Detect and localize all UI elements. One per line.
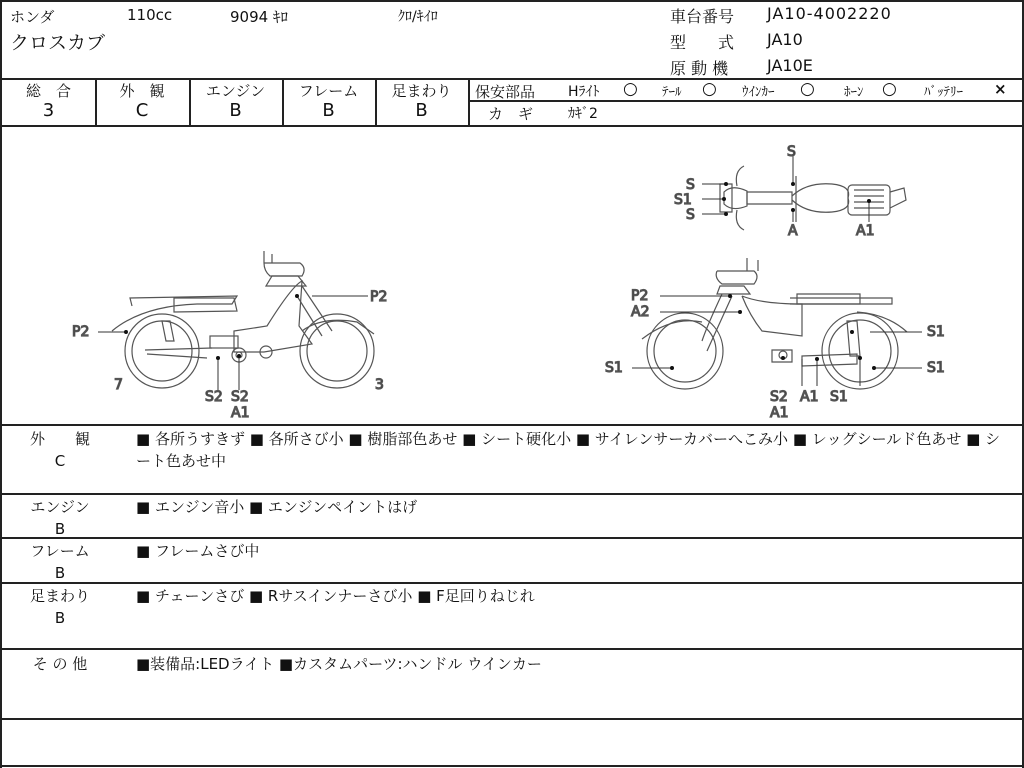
top-border xyxy=(2,0,1022,2)
type-label: 型 式 xyxy=(670,33,735,52)
key-label: カ ギ xyxy=(488,105,534,123)
winker-status: ○ xyxy=(800,79,815,99)
mark-right-s2: S2 xyxy=(770,389,788,405)
headlight-status: ○ xyxy=(623,79,638,99)
grade-frame: B xyxy=(322,100,335,121)
remark-engine-text: ■ エンジン音小 ■ エンジンペイントはげ xyxy=(136,498,418,516)
remark-other-text: ■装備品:LEDライト ■カスタムパーツ:ハンドル ウインカー xyxy=(136,655,542,673)
left-side-bike xyxy=(112,251,374,388)
mark-right-s1-rear: S1 xyxy=(927,360,945,376)
grade-total: 3 xyxy=(42,100,55,121)
horn-label: ﾎｰﾝ xyxy=(844,85,864,100)
mark-right-a1-low: A1 xyxy=(770,405,789,421)
remark-engine-label: エンジン B xyxy=(30,498,90,538)
remark-exterior-label: 外 観 C xyxy=(29,430,90,470)
divider xyxy=(2,718,1022,720)
color: ｸﾛ/ｷｲﾛ xyxy=(398,9,438,25)
mileage: 9094 ｷﾛ xyxy=(230,8,288,26)
grade-engine: B xyxy=(229,100,242,121)
maker: ホンダ xyxy=(10,8,55,26)
mark-left-s2-a: S2 xyxy=(205,389,223,405)
safety-divider xyxy=(468,100,1022,102)
safety-label: 保安部品 xyxy=(475,83,536,101)
model-name: クロスカブ xyxy=(10,32,106,54)
mark-left-a1: A1 xyxy=(231,405,250,421)
frame-no: JA10-4002220 xyxy=(767,4,892,23)
damage-diagram xyxy=(2,126,1022,424)
grade-frame-label: フレーム xyxy=(298,82,359,100)
divider xyxy=(2,582,1022,584)
remark-suspension-label: 足まわり B xyxy=(29,587,90,627)
mark-left-p2-rear: P2 xyxy=(72,324,90,340)
engine-model-label: 原 動 機 xyxy=(670,59,729,78)
key-value: ｶｷﾞ2 xyxy=(568,106,598,122)
grade-suspension-label: 足まわり xyxy=(391,82,452,100)
grade-engine-label: エンジン xyxy=(205,82,266,100)
grade-exterior: C xyxy=(135,100,149,121)
divider xyxy=(2,648,1022,650)
mark-top-a1: A1 xyxy=(856,223,875,239)
mark-left-3: 3 xyxy=(375,377,384,393)
tail-label: ﾃｰﾙ xyxy=(662,85,682,100)
mark-top-s-front: S xyxy=(787,144,796,160)
horn-status: ○ xyxy=(882,79,897,99)
top-view-bike xyxy=(720,166,906,230)
remark-suspension-text: ■ チェーンさび ■ Rサスインナーさび小 ■ F足回りねじれ xyxy=(136,587,535,605)
winker-label: ｳｲﾝｶｰ xyxy=(742,85,775,100)
mark-right-a1-mid: A1 xyxy=(800,389,819,405)
remark-exterior-text: ■ 各所うすきず ■ 各所さび小 ■ 樹脂部色あせ ■ シート硬化小 ■ サイレンサーカバーへこみ小 ■ レッグシールド色あせ ■ シート色あせ中 xyxy=(136,430,1001,470)
battery-label: ﾊﾞｯﾃﾘｰ xyxy=(924,85,963,100)
mark-left-s2-b: S2 xyxy=(231,389,249,405)
remarks-top-border xyxy=(2,424,1022,426)
divider xyxy=(2,493,1022,495)
mark-top-s-upper: S xyxy=(686,177,695,193)
remark-other-label: そ の 他 xyxy=(32,655,88,673)
mark-right-s1-seat: S1 xyxy=(927,324,945,340)
engine-model: JA10E xyxy=(767,56,813,75)
mark-left-p2-front: P2 xyxy=(370,289,388,305)
type-value: JA10 xyxy=(767,30,803,49)
remark-frame-label: フレーム B xyxy=(30,542,90,582)
mark-right-p2: P2 xyxy=(631,288,649,304)
mark-right-a2: A2 xyxy=(631,304,650,320)
mark-right-s1-muffler: S1 xyxy=(830,389,848,405)
tail-status: ○ xyxy=(702,79,717,99)
headlight-label: Hﾗｲﾄ xyxy=(568,84,600,100)
mark-left-7: 7 xyxy=(114,377,123,393)
mark-top-a: A xyxy=(788,223,798,239)
battery-status: × xyxy=(994,80,1007,98)
grade-exterior-label: 外 観 xyxy=(119,82,165,100)
right-side-bike xyxy=(642,258,907,389)
grade-total-label: 総 合 xyxy=(25,82,71,100)
remark-frame-text: ■ フレームさび中 xyxy=(136,542,260,560)
mark-top-s-lower: S xyxy=(686,207,695,223)
divider xyxy=(2,537,1022,539)
mark-right-s1-front: S1 xyxy=(605,360,623,376)
bottom-border xyxy=(2,765,1022,767)
grade-suspension: B xyxy=(415,100,428,121)
displacement: 110cc xyxy=(127,6,173,24)
mark-top-s1: S1 xyxy=(674,192,692,208)
frame-no-label: 車台番号 xyxy=(670,7,735,26)
